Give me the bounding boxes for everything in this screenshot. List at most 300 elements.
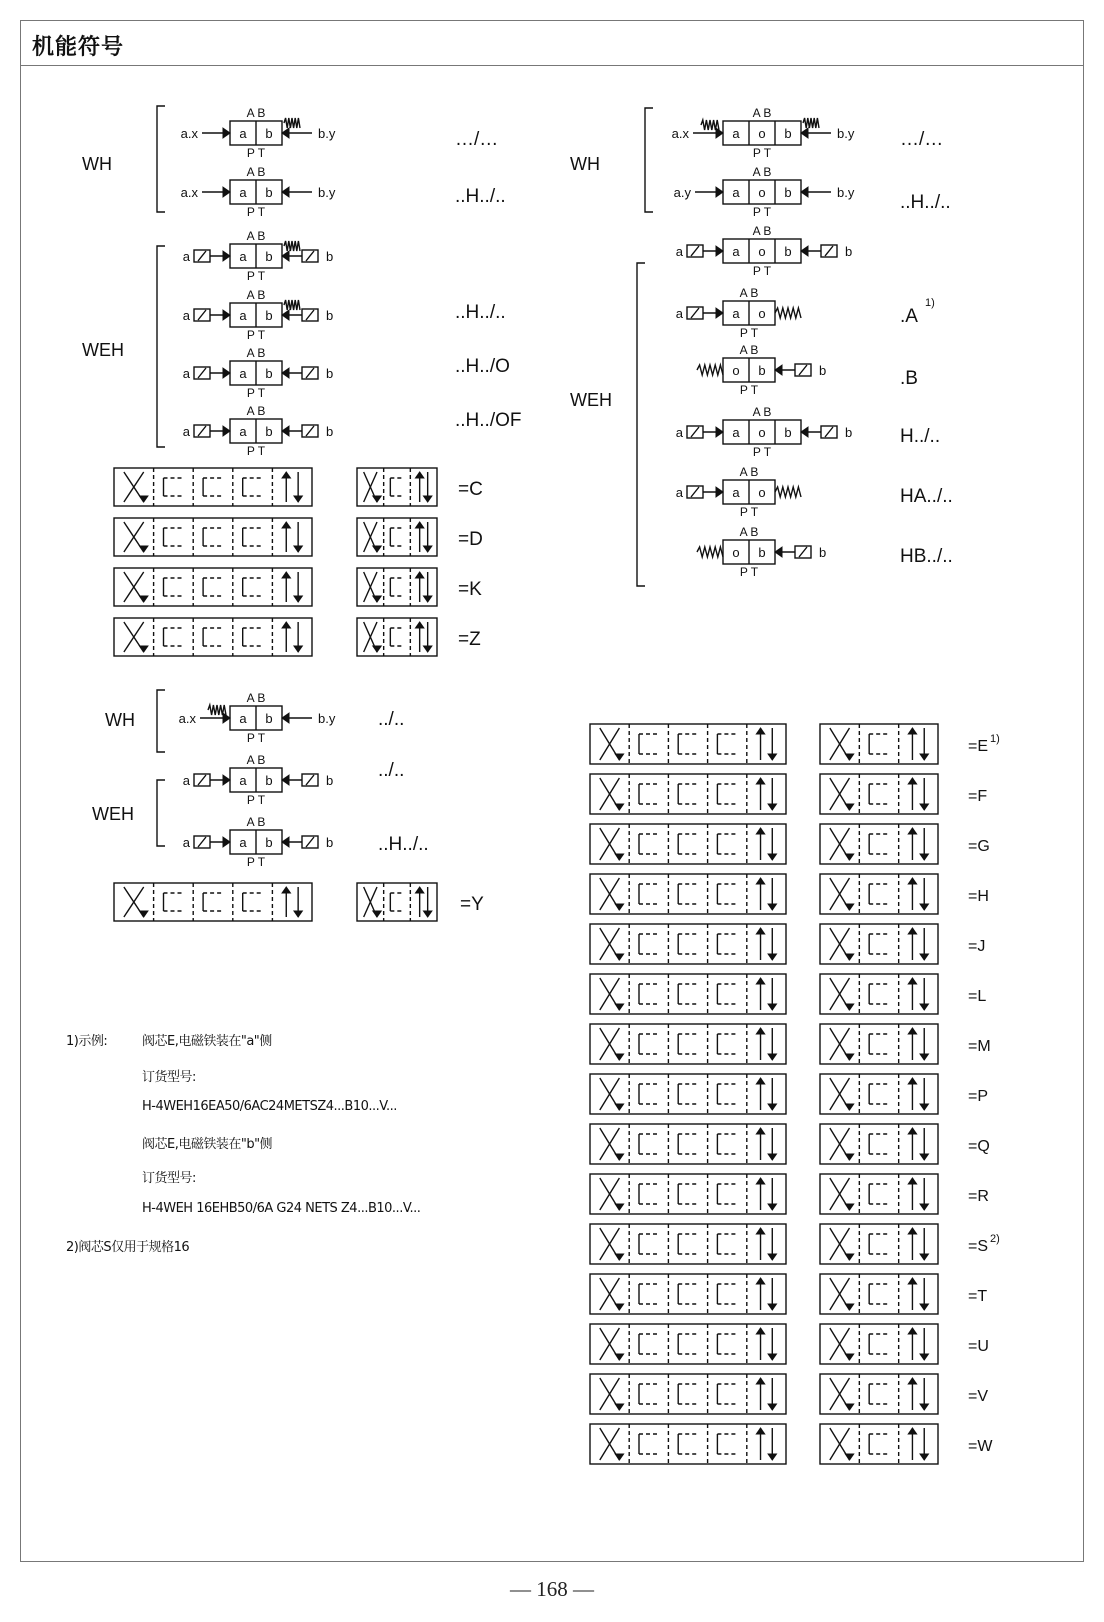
solenoid-diagonal	[799, 365, 807, 375]
flow-arrow	[282, 572, 290, 578]
pilot-arrow-b	[282, 187, 289, 197]
spool-code: =T	[968, 1288, 988, 1305]
spool-code: =E	[968, 738, 989, 755]
wh-bracket-tr	[645, 108, 653, 212]
flow-arrow	[908, 1178, 916, 1184]
position-label-b: b	[265, 308, 273, 323]
flow-arrow	[140, 646, 148, 652]
flow-arrow	[908, 1278, 916, 1284]
flow-arrow	[756, 1128, 764, 1134]
solenoid-label-a: a	[182, 835, 190, 850]
solenoid-label-a: a	[182, 249, 190, 264]
position-label-b: b	[784, 126, 792, 141]
flow-arrow	[294, 546, 302, 552]
spool-code: =Z	[458, 629, 481, 650]
solenoid-label-b: b	[845, 425, 853, 440]
solenoid-arrow-b	[801, 427, 808, 437]
spool-3pos	[820, 1324, 938, 1364]
solenoid-label-a: a	[182, 424, 190, 439]
spool-code: =V	[968, 1388, 989, 1405]
note-order-code-2: H-4WEH 16EHB50/6A G24 NETS Z4...B10...V...	[142, 1201, 421, 1216]
solenoid-label-b: b	[845, 244, 853, 259]
port-label-ab: A B	[739, 465, 759, 479]
position-label-a: a	[732, 126, 740, 141]
position-label-o: o	[758, 425, 766, 440]
solenoid-label-a: a	[182, 366, 190, 381]
position-label-b: b	[265, 366, 273, 381]
spring-icon	[697, 547, 723, 557]
solenoid-diagonal	[198, 837, 206, 847]
spool-3pos	[820, 1424, 938, 1464]
flow-arrow	[615, 1354, 623, 1360]
type-code: ..H../..	[455, 302, 506, 323]
spool-3pos	[357, 618, 437, 656]
position-label-o: o	[758, 126, 766, 141]
position-label-a: a	[732, 485, 740, 500]
port-label-ab: A B	[246, 106, 266, 120]
solenoid-diagonal	[306, 426, 314, 436]
solenoid-label-a: a	[675, 306, 683, 321]
footnote-sup: 1)	[925, 297, 935, 309]
position-label-b: b	[265, 773, 273, 788]
port-label-pt: P T	[246, 386, 266, 400]
pilot-label-a: a.x	[180, 185, 198, 200]
spring-icon	[775, 308, 801, 318]
solenoid-arrow-b	[282, 251, 289, 261]
group-label-weh: WEH	[570, 390, 612, 410]
port-label-pt: P T	[246, 205, 266, 219]
solenoid-arrow-a	[716, 427, 723, 437]
solenoid-diagonal	[198, 310, 206, 320]
flow-arrow	[845, 1404, 853, 1410]
flow-arrow	[908, 778, 916, 784]
port-label-ab: A B	[752, 405, 772, 419]
position-label-b: b	[265, 835, 273, 850]
solenoid-arrow-b	[775, 365, 782, 375]
flow-arrow	[768, 1004, 776, 1010]
note-solenoid-a: 阀芯E,电磁铁装在"a"侧	[142, 1034, 272, 1049]
flow-arrow	[140, 546, 148, 552]
flow-arrow	[415, 622, 423, 628]
solenoid-arrow-b	[775, 547, 782, 557]
spool-code: =W	[968, 1438, 993, 1455]
port-label-ab: A B	[246, 815, 266, 829]
flow-arrow	[845, 804, 853, 810]
flow-arrow	[768, 754, 776, 760]
solenoid-arrow-b	[282, 837, 289, 847]
spool-code: =F	[968, 788, 988, 805]
solenoid-arrow-a	[223, 251, 230, 261]
spool-3pos	[820, 924, 938, 964]
port-label-pt: P T	[246, 855, 266, 869]
flow-arrow	[415, 887, 423, 893]
port-label-ab: A B	[752, 165, 772, 179]
spool-3pos	[820, 1074, 938, 1114]
spool-3pos	[820, 1124, 938, 1164]
flow-arrow	[423, 546, 431, 552]
port-label-pt: P T	[246, 444, 266, 458]
flow-arrow	[615, 904, 623, 910]
flow-arrow	[615, 1404, 623, 1410]
position-label-a: a	[239, 773, 247, 788]
flow-arrow	[920, 1054, 928, 1060]
flow-arrow	[908, 1428, 916, 1434]
solenoid-arrow-b	[282, 310, 289, 320]
page-title: 机能符号	[32, 35, 125, 60]
flow-arrow	[920, 1454, 928, 1460]
solenoid-label-b: b	[326, 773, 334, 788]
footnote-sup: 1)	[990, 733, 1000, 745]
flow-arrow	[768, 1204, 776, 1210]
spool-code: =H	[968, 888, 989, 905]
port-label-pt: P T	[246, 731, 266, 745]
flow-arrow	[920, 1304, 928, 1310]
solenoid-diagonal	[306, 775, 314, 785]
solenoid-label-b: b	[326, 835, 334, 850]
type-code: HB../..	[900, 546, 953, 567]
spool-code: =Y	[460, 894, 484, 915]
flow-arrow	[845, 1454, 853, 1460]
flow-arrow	[373, 646, 381, 652]
flow-arrow	[373, 496, 381, 502]
flow-arrow	[140, 496, 148, 502]
solenoid-arrow-b	[282, 775, 289, 785]
position-label-a: a	[239, 126, 247, 141]
flow-arrow	[908, 828, 916, 834]
flow-arrow	[294, 496, 302, 502]
flow-arrow	[768, 1054, 776, 1060]
flow-arrow	[294, 911, 302, 917]
flow-arrow	[756, 728, 764, 734]
flow-arrow	[908, 1078, 916, 1084]
flow-arrow	[373, 546, 381, 552]
solenoid-arrow-b	[282, 426, 289, 436]
pilot-arrow-b	[282, 128, 289, 138]
page-number: — 168 —	[510, 1577, 594, 1601]
note-footnote-2: 2)阀芯S仅用于规格16	[66, 1240, 190, 1255]
position-label-a: a	[239, 424, 247, 439]
position-label-a: a	[732, 244, 740, 259]
flow-arrow	[615, 1304, 623, 1310]
flow-arrow	[845, 954, 853, 960]
flow-arrow	[415, 572, 423, 578]
flow-arrow	[140, 911, 148, 917]
type-code: ..H../O	[455, 356, 510, 377]
flow-arrow	[615, 1004, 623, 1010]
spool-code: =L	[968, 988, 987, 1005]
position-label-b: b	[758, 545, 766, 560]
flow-arrow	[282, 472, 290, 478]
solenoid-label-a: a	[182, 308, 190, 323]
solenoid-diagonal	[198, 426, 206, 436]
flow-arrow	[423, 646, 431, 652]
solenoid-arrow-a	[223, 310, 230, 320]
spool-3pos	[357, 468, 437, 506]
note-order-label-1: 订货型号:	[142, 1070, 196, 1085]
group-label-wh: WH	[105, 710, 135, 730]
flow-arrow	[920, 904, 928, 910]
solenoid-diagonal	[306, 251, 314, 261]
spool-3pos	[820, 1274, 938, 1314]
type-code: H../..	[900, 426, 941, 447]
pilot-label-b: b.y	[318, 185, 336, 200]
solenoid-diagonal	[691, 487, 699, 497]
type-code: .A	[900, 306, 918, 327]
flow-arrow	[615, 804, 623, 810]
solenoid-diagonal	[691, 246, 699, 256]
flow-arrow	[845, 1254, 853, 1260]
flow-arrow	[845, 854, 853, 860]
solenoid-arrow-a	[716, 308, 723, 318]
flow-arrow	[756, 1178, 764, 1184]
spring-icon	[775, 487, 801, 497]
flow-arrow	[845, 754, 853, 760]
type-code: …/…	[455, 129, 499, 150]
flow-arrow	[768, 1454, 776, 1460]
solenoid-label-b: b	[819, 363, 827, 378]
note-solenoid-b: 阀芯E,电磁铁装在"b"侧	[142, 1137, 273, 1152]
spool-code: =C	[458, 479, 483, 500]
group-label-weh: WEH	[92, 804, 134, 824]
group-label-wh: WH	[82, 154, 112, 174]
flow-arrow	[920, 804, 928, 810]
flow-arrow	[373, 596, 381, 602]
flow-arrow	[282, 522, 290, 528]
solenoid-arrow-a	[223, 775, 230, 785]
port-label-pt: P T	[752, 146, 772, 160]
flow-arrow	[615, 1204, 623, 1210]
spool-3pos	[357, 568, 437, 606]
spool-code: =S	[968, 1238, 989, 1255]
solenoid-label-a: a	[675, 244, 683, 259]
flow-arrow	[282, 622, 290, 628]
flow-arrow	[908, 1378, 916, 1384]
flow-arrow	[845, 1304, 853, 1310]
port-label-ab: A B	[739, 286, 759, 300]
position-label-a: a	[239, 835, 247, 850]
flow-arrow	[615, 1154, 623, 1160]
spool-3pos	[820, 1224, 938, 1264]
pilot-label-b: b.y	[318, 126, 336, 141]
pilot-arrow-b	[801, 128, 808, 138]
flow-arrow	[768, 804, 776, 810]
flow-arrow	[615, 1104, 623, 1110]
flow-arrow	[768, 1304, 776, 1310]
position-label-o: o	[732, 545, 740, 560]
position-label-a: a	[239, 711, 247, 726]
solenoid-diagonal	[198, 251, 206, 261]
spool-code: =G	[968, 838, 990, 855]
pilot-label-a: a.x	[180, 126, 198, 141]
type-code: …/…	[900, 129, 944, 150]
solenoid-arrow-a	[223, 426, 230, 436]
flow-arrow	[756, 1078, 764, 1084]
port-label-ab: A B	[246, 691, 266, 705]
weh-bracket-tl	[157, 246, 165, 447]
flow-arrow	[615, 1454, 623, 1460]
solenoid-label-b: b	[326, 249, 334, 264]
flow-arrow	[294, 646, 302, 652]
solenoid-arrow-a	[223, 368, 230, 378]
flow-arrow	[908, 978, 916, 984]
flow-arrow	[615, 754, 623, 760]
flow-arrow	[920, 954, 928, 960]
spool-3pos	[820, 774, 938, 814]
flow-arrow	[140, 596, 148, 602]
flow-arrow	[845, 1004, 853, 1010]
position-label-b: b	[758, 363, 766, 378]
flow-arrow	[756, 828, 764, 834]
pilot-label-a: a.x	[671, 126, 689, 141]
port-label-ab: A B	[739, 525, 759, 539]
flow-arrow	[845, 1204, 853, 1210]
solenoid-diagonal	[691, 427, 699, 437]
weh-bracket-tr	[637, 263, 645, 586]
flow-arrow	[908, 1128, 916, 1134]
footnote-sup: 2)	[990, 1233, 1000, 1245]
type-code: ..H../..	[455, 186, 506, 207]
spool-code: =K	[458, 579, 482, 600]
solenoid-arrow-a	[223, 837, 230, 847]
flow-arrow	[415, 522, 423, 528]
flow-arrow	[908, 1328, 916, 1334]
type-code: ../..	[378, 760, 405, 781]
flow-arrow	[845, 1054, 853, 1060]
spool-3pos	[820, 824, 938, 864]
flow-arrow	[920, 1004, 928, 1010]
spool-3pos	[357, 883, 437, 921]
flow-arrow	[908, 728, 916, 734]
flow-arrow	[768, 1254, 776, 1260]
port-label-pt: P T	[739, 383, 759, 397]
spring-icon	[284, 241, 300, 251]
group-label-wh: WH	[570, 154, 600, 174]
spool-3pos	[820, 974, 938, 1014]
type-code: ..H../..	[900, 192, 951, 213]
spring-icon	[697, 365, 723, 375]
port-label-ab: A B	[739, 343, 759, 357]
flow-arrow	[845, 1354, 853, 1360]
spool-code: =J	[968, 938, 986, 955]
flow-arrow	[756, 1328, 764, 1334]
pilot-label-a: a.y	[673, 185, 691, 200]
port-label-ab: A B	[752, 106, 772, 120]
position-label-b: b	[265, 249, 273, 264]
flow-arrow	[615, 1254, 623, 1260]
flow-arrow	[615, 954, 623, 960]
solenoid-diagonal	[825, 246, 833, 256]
pilot-arrow-a	[223, 187, 230, 197]
flow-arrow	[415, 472, 423, 478]
pilot-label-b: b.y	[318, 711, 336, 726]
flow-arrow	[615, 854, 623, 860]
flow-arrow	[756, 878, 764, 884]
flow-arrow	[908, 878, 916, 884]
position-label-a: a	[239, 249, 247, 264]
port-label-pt: P T	[752, 445, 772, 459]
pilot-label-b: b.y	[837, 126, 855, 141]
note-order-label-2: 订货型号:	[142, 1171, 196, 1186]
port-label-pt: P T	[752, 264, 772, 278]
flow-arrow	[294, 596, 302, 602]
flow-arrow	[908, 928, 916, 934]
flow-arrow	[920, 1254, 928, 1260]
weh-bracket-bl	[157, 780, 165, 846]
solenoid-label-a: a	[182, 773, 190, 788]
wh-bracket-bl	[157, 690, 165, 752]
port-label-pt: P T	[739, 505, 759, 519]
pilot-label-b: b.y	[837, 185, 855, 200]
spool-3pos	[820, 1374, 938, 1414]
spool-code: =P	[968, 1088, 989, 1105]
spool-3pos	[820, 1174, 938, 1214]
port-label-ab: A B	[246, 165, 266, 179]
spool-3pos	[820, 724, 938, 764]
port-label-pt: P T	[739, 326, 759, 340]
solenoid-label-b: b	[326, 424, 334, 439]
flow-arrow	[920, 1404, 928, 1410]
flow-arrow	[423, 496, 431, 502]
pilot-label-a: a.x	[178, 711, 196, 726]
solenoid-diagonal	[198, 368, 206, 378]
flow-arrow	[756, 1428, 764, 1434]
solenoid-label-b: b	[326, 308, 334, 323]
solenoid-arrow-b	[801, 246, 808, 256]
flow-arrow	[423, 911, 431, 917]
position-label-a: a	[239, 366, 247, 381]
flow-arrow	[920, 754, 928, 760]
flow-arrow	[768, 1104, 776, 1110]
flow-arrow	[615, 1054, 623, 1060]
flow-arrow	[768, 854, 776, 860]
position-label-a: a	[732, 306, 740, 321]
position-label-b: b	[265, 185, 273, 200]
flow-arrow	[768, 1404, 776, 1410]
position-label-a: a	[732, 185, 740, 200]
flow-arrow	[756, 1278, 764, 1284]
position-label-b: b	[784, 244, 792, 259]
position-label-o: o	[758, 485, 766, 500]
group-label-weh: WEH	[82, 340, 124, 360]
note-order-code-1: H-4WEH16EA50/6AC24METSZ4...B10...V...	[142, 1099, 397, 1114]
type-code: HA../..	[900, 486, 953, 507]
flow-arrow	[768, 954, 776, 960]
spool-code: =R	[968, 1188, 989, 1205]
solenoid-diagonal	[306, 368, 314, 378]
spool-code: =D	[458, 529, 483, 550]
flow-arrow	[768, 1154, 776, 1160]
position-label-a: a	[239, 308, 247, 323]
position-label-b: b	[265, 424, 273, 439]
flow-arrow	[920, 1104, 928, 1110]
port-label-ab: A B	[246, 229, 266, 243]
position-label-o: o	[758, 244, 766, 259]
flow-arrow	[908, 1028, 916, 1034]
port-label-pt: P T	[246, 793, 266, 807]
solenoid-arrow-a	[716, 487, 723, 497]
solenoid-diagonal	[306, 310, 314, 320]
type-code: ../..	[378, 709, 405, 730]
spool-3pos	[357, 518, 437, 556]
flow-arrow	[908, 1228, 916, 1234]
spool-code: =U	[968, 1338, 989, 1355]
type-code: ..H../..	[378, 834, 429, 855]
position-label-b: b	[784, 425, 792, 440]
solenoid-diagonal	[799, 547, 807, 557]
solenoid-arrow-a	[716, 246, 723, 256]
flow-arrow	[920, 1154, 928, 1160]
pilot-arrow-a	[716, 187, 723, 197]
